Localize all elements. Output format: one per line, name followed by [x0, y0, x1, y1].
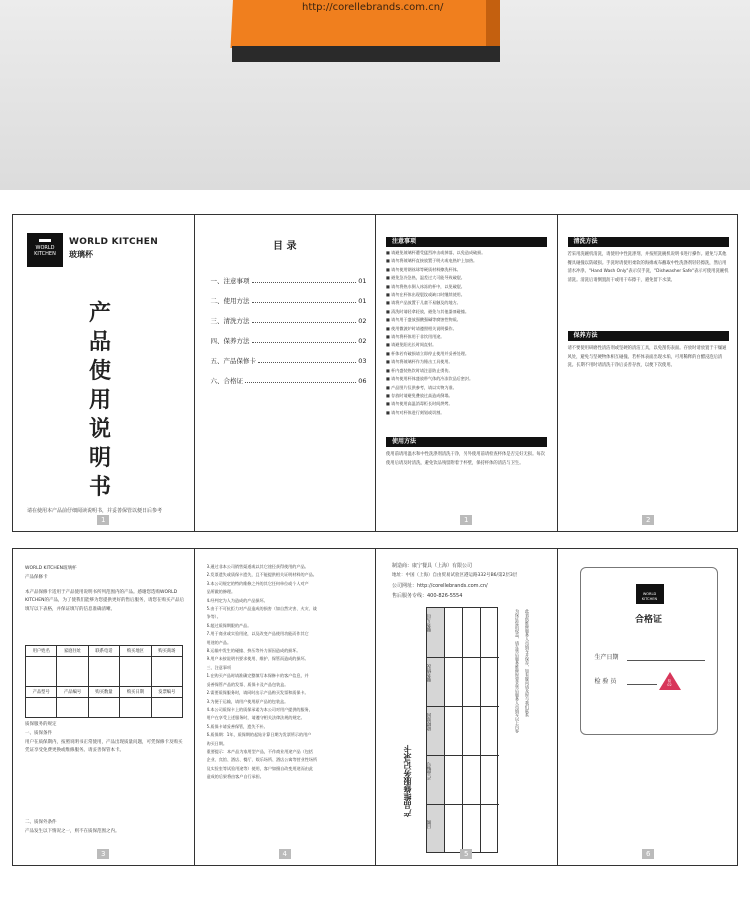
table-cell[interactable] — [120, 698, 151, 718]
cleaning-text: 若采用洗碗机清洗，请使用中性洗涤剂，并按照洗碗机说明书进行操作。避免与其他餐具碰撞以防破损。手洗时请使用柔软的海绵或布蘸取中性洗涤剂轻轻擦洗，然后用清水冲净。"Hand Wash Only"表示仅手洗，"Dishwasher Safe"表示可使用洗碗机清洗。清洗后请倒置沥干或用干布擦干，避免留下水渍。 — [567, 252, 729, 283]
record-column[interactable] — [463, 608, 481, 852]
column-header: 服务情况 — [427, 664, 432, 682]
table-cell[interactable] — [151, 698, 182, 718]
note-line: ■ 产品图片仅供参考，请以实物为准。 — [386, 384, 457, 390]
service-record-table — [426, 607, 498, 853]
service-record-page — [376, 549, 558, 865]
maker-text: 制造商：康宁餐具（上海）有限公司 — [392, 563, 473, 569]
note-line: ■ 请勿用于盛放强酸强碱等腐蚀性物质。 — [386, 317, 461, 323]
toc-label: 四、保养方法 — [210, 337, 250, 345]
term-line: 8.运输中发生的碰撞、挤压等外力原因造成的损坏。 — [206, 648, 301, 654]
toc-label: 一、注意事项 — [210, 277, 250, 285]
service-note: 为保证您的权益，请在售后服务维修时要求售后服务人员填写以上内容 — [515, 609, 520, 733]
note-line: ■ 请勿使用钢丝球等硬质材料擦洗杯体。 — [386, 266, 461, 272]
table-header-cell: 购买地区 — [120, 646, 151, 657]
section-header: 注意事项 — [386, 237, 547, 247]
stamp-line: 02 — [667, 683, 672, 687]
term-line: 三、注意事项 — [206, 664, 232, 670]
table-cell[interactable] — [26, 698, 57, 718]
toc-page — [195, 215, 377, 531]
cleaning-page — [558, 215, 740, 531]
logo-bar-icon — [39, 239, 51, 242]
note-line: ■ 清洗时请轻拿轻放，避免与其他器皿碰撞。 — [386, 308, 469, 314]
toc-label: 六、合格证 — [210, 377, 243, 385]
term-line: 购买日期。 — [206, 740, 227, 746]
toc-page-num: 01 — [358, 297, 367, 305]
toc-item — [211, 325, 367, 345]
term-line: 2.需要质保服务时，请同时出示产品购买发票和质保卡。 — [206, 690, 309, 696]
column-header: 故障原因 — [427, 713, 432, 731]
term-line: 争等）。 — [206, 614, 221, 620]
term-line: 1.在购买产品时请准确完整填写本保修卡的客户信息，并 — [206, 673, 309, 679]
toc-title: 目 录 — [273, 241, 297, 252]
term-line: 重要提示：本产品为家用型产品，不作商业用途产品（包括 — [206, 748, 313, 754]
notes-page — [376, 215, 558, 531]
toc-label: 三、清洗方法 — [210, 317, 250, 325]
column-header: 产品编号 — [427, 762, 432, 780]
manual-spread-bottom — [12, 548, 738, 866]
production-date-label: 生产日期 — [594, 654, 619, 661]
address-text: 地址：中国（上海）自由贸易试验区港运路332号B6/第2层3层 — [392, 573, 518, 578]
warranty-page — [13, 549, 195, 865]
warranty-intro: 本产品保修卡适用于产品使用说明书所列范围内的产品。感谢您选购WORLD KITCHEN的产品，为了使我们能够为您提供更好的售后服务，请您在购买产品后填写以下表格，并保证填写的信息准确清晰。 — [25, 590, 184, 612]
note-line: ■ 请勿对杯体进行刻划或切割。 — [386, 409, 445, 415]
note-line: ■ 请勿将杯体用于非饮用用途。 — [386, 334, 445, 340]
section-header: 保养方法 — [568, 331, 729, 341]
terms-list — [207, 563, 369, 782]
warranty-brand: WORLD KITCHEN玻璃杯 — [25, 566, 77, 571]
toc-label: 二、使用方法 — [210, 297, 250, 305]
note-line: ■ 请勿将热水倒入冰冻的杯中，以免破裂。 — [386, 283, 465, 289]
note-line: ■ 避免急冷急热，温差过大可能导致破裂。 — [386, 275, 465, 281]
note-line: ■ 请避免玻璃杯遭受猛烈冲击或掉落，以免造成破损。 — [386, 250, 486, 255]
logo-text-1: WORLD — [35, 245, 55, 251]
product-photo — [0, 0, 750, 190]
row-divider — [427, 755, 499, 756]
care-text: 请不要使用研磨性清洁剂或坚硬的清洁工具，以免刮伤表面。存放时请放置于干燥通风处，避免与坚硬物体相互碰撞。若杯体表面出现水垢，可用稀释的白醋浸泡后清洗。长期不用时请清洗干净后妥善存放，以便下次使用。 — [567, 346, 727, 369]
term-line: 用户在享受上述服务时，请遵守相关法律法规的规定。 — [206, 715, 305, 721]
record-column[interactable] — [445, 608, 463, 852]
term-line: 6.质保期：1年，质保期的起始计算日期为发票所示的用户 — [206, 732, 312, 738]
term-line: 3.为便于运输，请用户使用原产品的包装盒。 — [206, 698, 289, 704]
page-number: 1 — [460, 515, 472, 525]
term-line: 3.本公司规定的特约维修之外的其它任何单位或个人对产 — [206, 580, 309, 586]
service-text: 产品发生以下情况之一，则不在质保范围之内。 — [25, 829, 120, 834]
note-line: ■ 请将产品放置于儿童不易触及的地方。 — [386, 300, 461, 306]
manual-spread-top — [12, 214, 738, 532]
toc-item — [211, 365, 367, 385]
toc-dots — [252, 322, 357, 323]
toc-page-num: 01 — [358, 277, 367, 285]
page-number: 3 — [97, 849, 109, 859]
toc-page-num: 06 — [358, 377, 367, 385]
brand-name: WORLD KITCHEN — [69, 237, 159, 247]
toc-item — [211, 265, 367, 285]
page-number: 1 — [97, 515, 109, 525]
toc-item — [211, 285, 367, 305]
column-header: 服务人员 — [427, 614, 432, 632]
certificate-title: 合格证 — [634, 615, 662, 625]
note-line: ■ 请避免阳光长时间直射。 — [386, 342, 437, 348]
term-line: 3.通过非本公司销售渠道或以其它途径获得使用的产品。 — [206, 564, 309, 569]
service-subtitle: 二、质保外条件 — [25, 820, 57, 825]
page-number: 6 — [642, 849, 654, 859]
stamp-text — [663, 679, 677, 687]
page-number: 2 — [642, 515, 654, 525]
service-title: 质保服务的规定 — [25, 722, 57, 727]
service-note: 此表供维修服务人员填写并保存，如有疑问请及时与我们联系 — [525, 609, 530, 717]
table-cell[interactable] — [88, 657, 119, 687]
table-header-cell: 家庭住址 — [57, 646, 88, 657]
brand-logo — [27, 233, 63, 267]
table-cell[interactable] — [151, 657, 182, 687]
table-header-cell: 购买日期 — [120, 687, 151, 698]
box-url-text: http://corellebrands.com.cn/ — [302, 2, 444, 13]
hotline-text: 售后服务专线：400-826-5554 — [392, 593, 463, 599]
page-number: 4 — [279, 849, 291, 859]
term-line: 6.超过质保期限的产品。 — [206, 622, 252, 628]
note-line: ■ 使用微波炉时请遵照相关说明操作。 — [386, 325, 457, 331]
term-line: 4.本公司质保卡上的质保承诺为本公司对用户提供的服务， — [206, 706, 313, 712]
toc-dots — [252, 282, 357, 283]
notes-list — [386, 249, 548, 417]
section-header: 清洗方法 — [568, 237, 729, 247]
table-header-cell: 产品型号 — [26, 687, 57, 698]
toc-dots — [245, 382, 356, 383]
record-column[interactable] — [481, 608, 499, 852]
logo-text-2: KITCHEN — [641, 596, 658, 601]
table-header-cell: 发票编号 — [151, 687, 182, 698]
table-header-cell: 购买数量 — [88, 687, 119, 698]
manual-title: 产品使用说明书 — [88, 301, 111, 500]
table-cell[interactable] — [57, 698, 88, 718]
brand-logo — [636, 584, 664, 604]
page-number: 5 — [460, 849, 472, 859]
column-header: 日期 — [427, 820, 432, 829]
note-line: ■ 请勿将玻璃杯直接放置于明火或电热炉上加热。 — [386, 258, 478, 264]
table-header-cell: 产品编号 — [57, 687, 88, 698]
service-text: 用户在质保期内，按照说明书正常使用，产品出现质量问题，可凭保修卡及购买凭证享受免费更换或维修服务。请妥善保管本卡。 — [25, 740, 183, 754]
term-line: 用途的产品。 — [206, 639, 232, 645]
table-cell[interactable] — [120, 657, 151, 687]
cover-page — [13, 215, 195, 531]
usage-text: 使用前请用温水和中性洗涤剂清洗干净，另外使用前请检查杯体是否完好无损。每次使用后请及时清洗，避免饮品残留附着于杯壁，保持杯体的清洁与卫生。 — [386, 452, 545, 466]
note-line: ■ 请勿使用杯体盛放带气体的冷冻饮品后密封。 — [386, 376, 474, 382]
section-header: 使用方法 — [386, 437, 547, 447]
toc-label: 五、产品保修卡 — [210, 357, 256, 365]
toc-dots — [252, 302, 357, 303]
inspector-label: 检 验 员 — [594, 678, 617, 685]
inspector-underline — [627, 684, 657, 685]
cover-note: 请在使用本产品前仔细阅读说明书，并妥善保管以便日后参考 — [27, 508, 163, 514]
toc-page-num: 02 — [358, 337, 367, 345]
row-divider — [427, 657, 499, 658]
date-underline — [627, 660, 705, 661]
row-divider — [427, 706, 499, 707]
stamp-line: 检 — [667, 679, 672, 683]
service-card-title: 产品维修服务记录卡 — [403, 745, 412, 817]
term-line: 企业、宾馆、酒店、餐厅、娱乐场所、酒店公寓等营业性场所 — [206, 757, 318, 763]
term-line: 5.由于不可抗拒力对产品造成的损害（如自然灾害、火灾、战 — [206, 606, 317, 612]
term-line: 4.经判定为人为造成的产品损坏。 — [206, 597, 268, 603]
note-line: ■ 请勿将玻璃杯作为锤击工具使用。 — [386, 359, 453, 365]
row-divider — [427, 804, 499, 805]
term-line: 2.发票遗失或质保卡遗失，且不能提供相关证明材料的产品。 — [206, 572, 317, 578]
toc-dots — [258, 362, 356, 363]
table-header-cell: 联系电话 — [88, 646, 119, 657]
toc-item — [211, 305, 367, 325]
table-cell[interactable] — [88, 698, 119, 718]
note-line: ■ 杯体若有破损请立即停止使用并妥善处理。 — [386, 350, 469, 356]
customer-info-table — [25, 645, 183, 718]
term-line: 9.用户未按说明书要求使用、维护、保管而造成的损坏。 — [206, 656, 309, 662]
term-line: 造成的后果将由客户自行承担。 — [206, 774, 264, 780]
warranty-subtitle: 产品保修卡 — [25, 575, 48, 580]
term-line: 7.用于商业或实验用途，以及改变产品使用功能而作其它 — [206, 631, 309, 637]
table-header-cell: 用户姓名 — [26, 646, 57, 657]
service-subtitle: 一、质保条件 — [25, 731, 52, 736]
toc-page-num: 03 — [358, 357, 367, 365]
term-line: 及实验室等试验用途等）使用，客户如擅自改变用途而由此 — [206, 765, 313, 771]
term-line: 妥善保管产品的发票、质保卡及产品包装盒。 — [206, 681, 289, 687]
toc-list — [211, 265, 367, 385]
logo-text-2: KITCHEN — [34, 251, 56, 257]
certificate-page — [558, 549, 740, 865]
note-line: ■ 存放时请避免叠放过高造成倒塌。 — [386, 392, 453, 398]
note-line: ■ 杯内盛装热饮时请注意防止烫伤。 — [386, 367, 453, 373]
note-line: ■ 请勿使用高温消毒柜长时间烘烤。 — [386, 401, 453, 407]
toc-page-num: 02 — [358, 317, 367, 325]
table-cell[interactable] — [57, 657, 88, 687]
terms-page — [195, 549, 377, 865]
certificate-card — [580, 567, 718, 735]
toc-item — [211, 345, 367, 365]
term-line: 品所做的修理。 — [206, 589, 236, 595]
brand-product: 玻璃杯 — [69, 250, 93, 259]
table-header-cell: 购买商场 — [151, 646, 182, 657]
term-line: 5.质保卡请妥善保管，遗失不补。 — [206, 723, 268, 729]
table-cell[interactable] — [26, 657, 57, 687]
product-box-base — [232, 46, 500, 62]
toc-dots — [252, 342, 357, 343]
website-text: 公司网址：http://corellebrands.com.cn/ — [392, 583, 488, 589]
logo-text-1: WORLD — [642, 592, 657, 596]
note-line: ■ 请勿在杯体出现裂纹或缺口时继续使用。 — [386, 292, 465, 298]
